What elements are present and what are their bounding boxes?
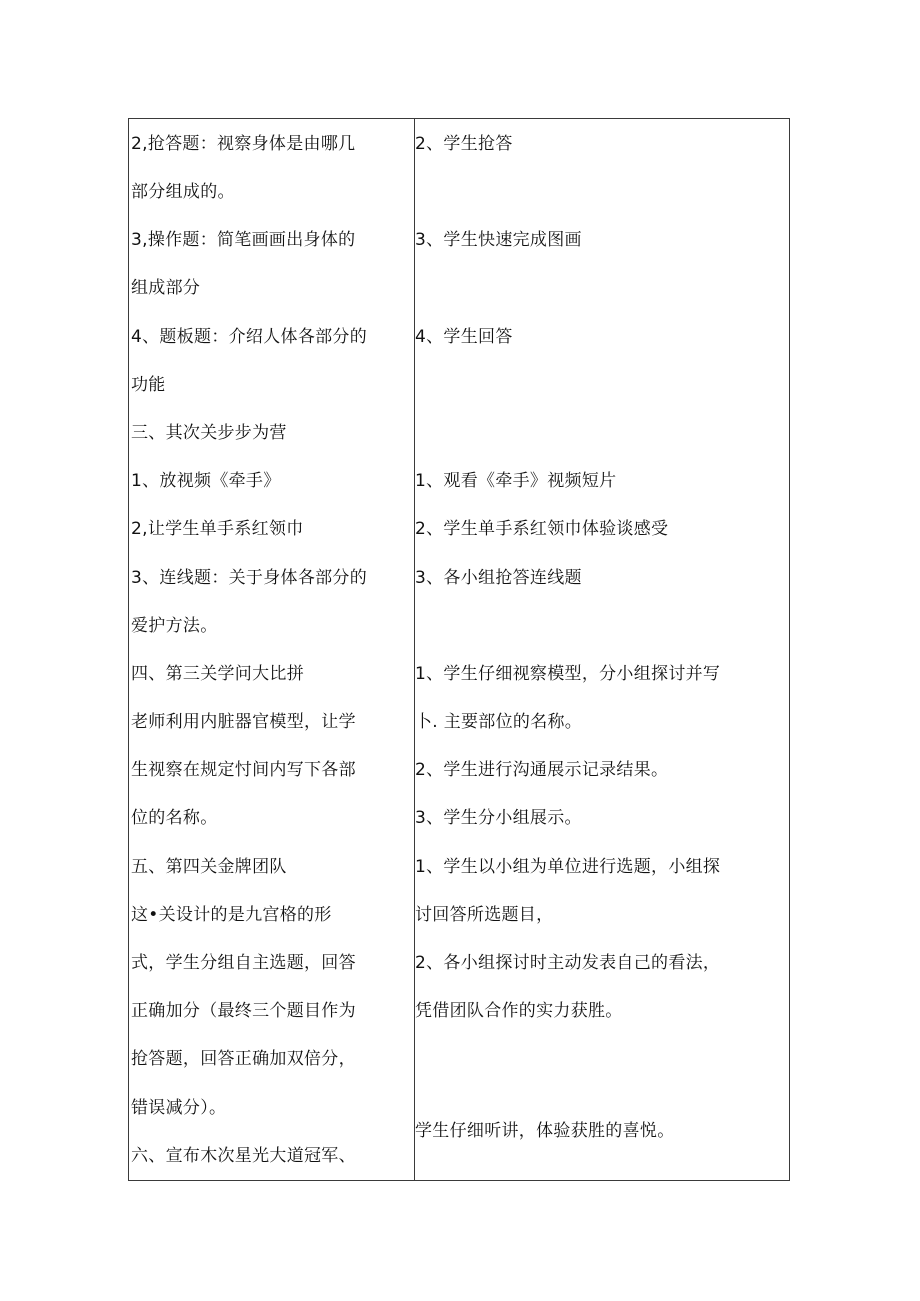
left-line: 正确加分（最终三个题目作为	[131, 1001, 356, 1021]
right-line: 1、观看《牵手》视频短片	[415, 471, 617, 491]
left-line: 组成部分	[131, 278, 201, 298]
right-line: 4、学生回答	[415, 327, 513, 347]
right-line: 2、学生单手系红领巾体验谈感受	[415, 519, 669, 539]
left-line: 爱护方法。	[131, 616, 218, 636]
right-line: 2、学生抢答	[415, 134, 513, 154]
right-line: 2、各小组探讨时主动发表自己的看法，	[415, 953, 721, 973]
section-heading: 五、第四关金牌团队	[131, 857, 287, 877]
left-line: 2,抢答题：视察身体是由哪几	[131, 134, 356, 154]
left-line: 3、连线题：关于身体各部分的	[131, 568, 368, 588]
left-line: 功能	[131, 375, 166, 395]
section-heading: 六、宣布木次星光大道冠军、	[131, 1146, 356, 1166]
right-line: 3、学生分小组展示。	[415, 808, 582, 828]
right-line: 讨回答所选题目，	[415, 905, 554, 925]
right-line: 2、学生进行沟通展示记录结果。	[415, 760, 669, 780]
left-line: 部分组成的。	[131, 182, 235, 202]
left-line: 抢答题，回答正确加双倍分，	[131, 1049, 356, 1069]
lesson-table	[128, 118, 790, 1181]
left-line: 3,操作题：简笔画画出身体的	[131, 230, 356, 250]
left-line: 式，学生分组自主选题，回答	[131, 953, 356, 973]
left-line: 错误减分）。	[131, 1098, 227, 1118]
right-line: 凭借团队合作的实力获胜。	[415, 1001, 623, 1021]
section-heading: 四、第三关学问大比拼	[131, 664, 304, 684]
left-line: 这•关设计的是九宫格的形	[131, 905, 332, 925]
section-heading: 三、其次关步步为营	[131, 423, 287, 443]
left-line: 位的名称。	[131, 808, 218, 828]
left-line: 老师利用内脏器官模型，让学	[131, 712, 356, 732]
left-line: 1、放视频《牵手》	[131, 471, 281, 491]
right-line: 1、学生仔细视察模型，分小组探讨并写	[415, 664, 721, 684]
right-line: 3、学生快速完成图画	[415, 230, 582, 250]
left-line: 4、题板题：介绍人体各部分的	[131, 327, 368, 347]
left-line: 2,让学生单手系红领巾	[131, 519, 304, 539]
left-line: 生视察在规定忖间内写下各部	[131, 760, 356, 780]
right-line: 3、各小组抢答连线题	[415, 568, 582, 588]
right-line: 学生仔细听讲，体验获胜的喜悦。	[415, 1121, 675, 1141]
right-line: 1、学生以小组为单位进行选题，小组探	[415, 857, 721, 877]
right-line: 卜. 主要部位的名称。	[415, 712, 583, 732]
